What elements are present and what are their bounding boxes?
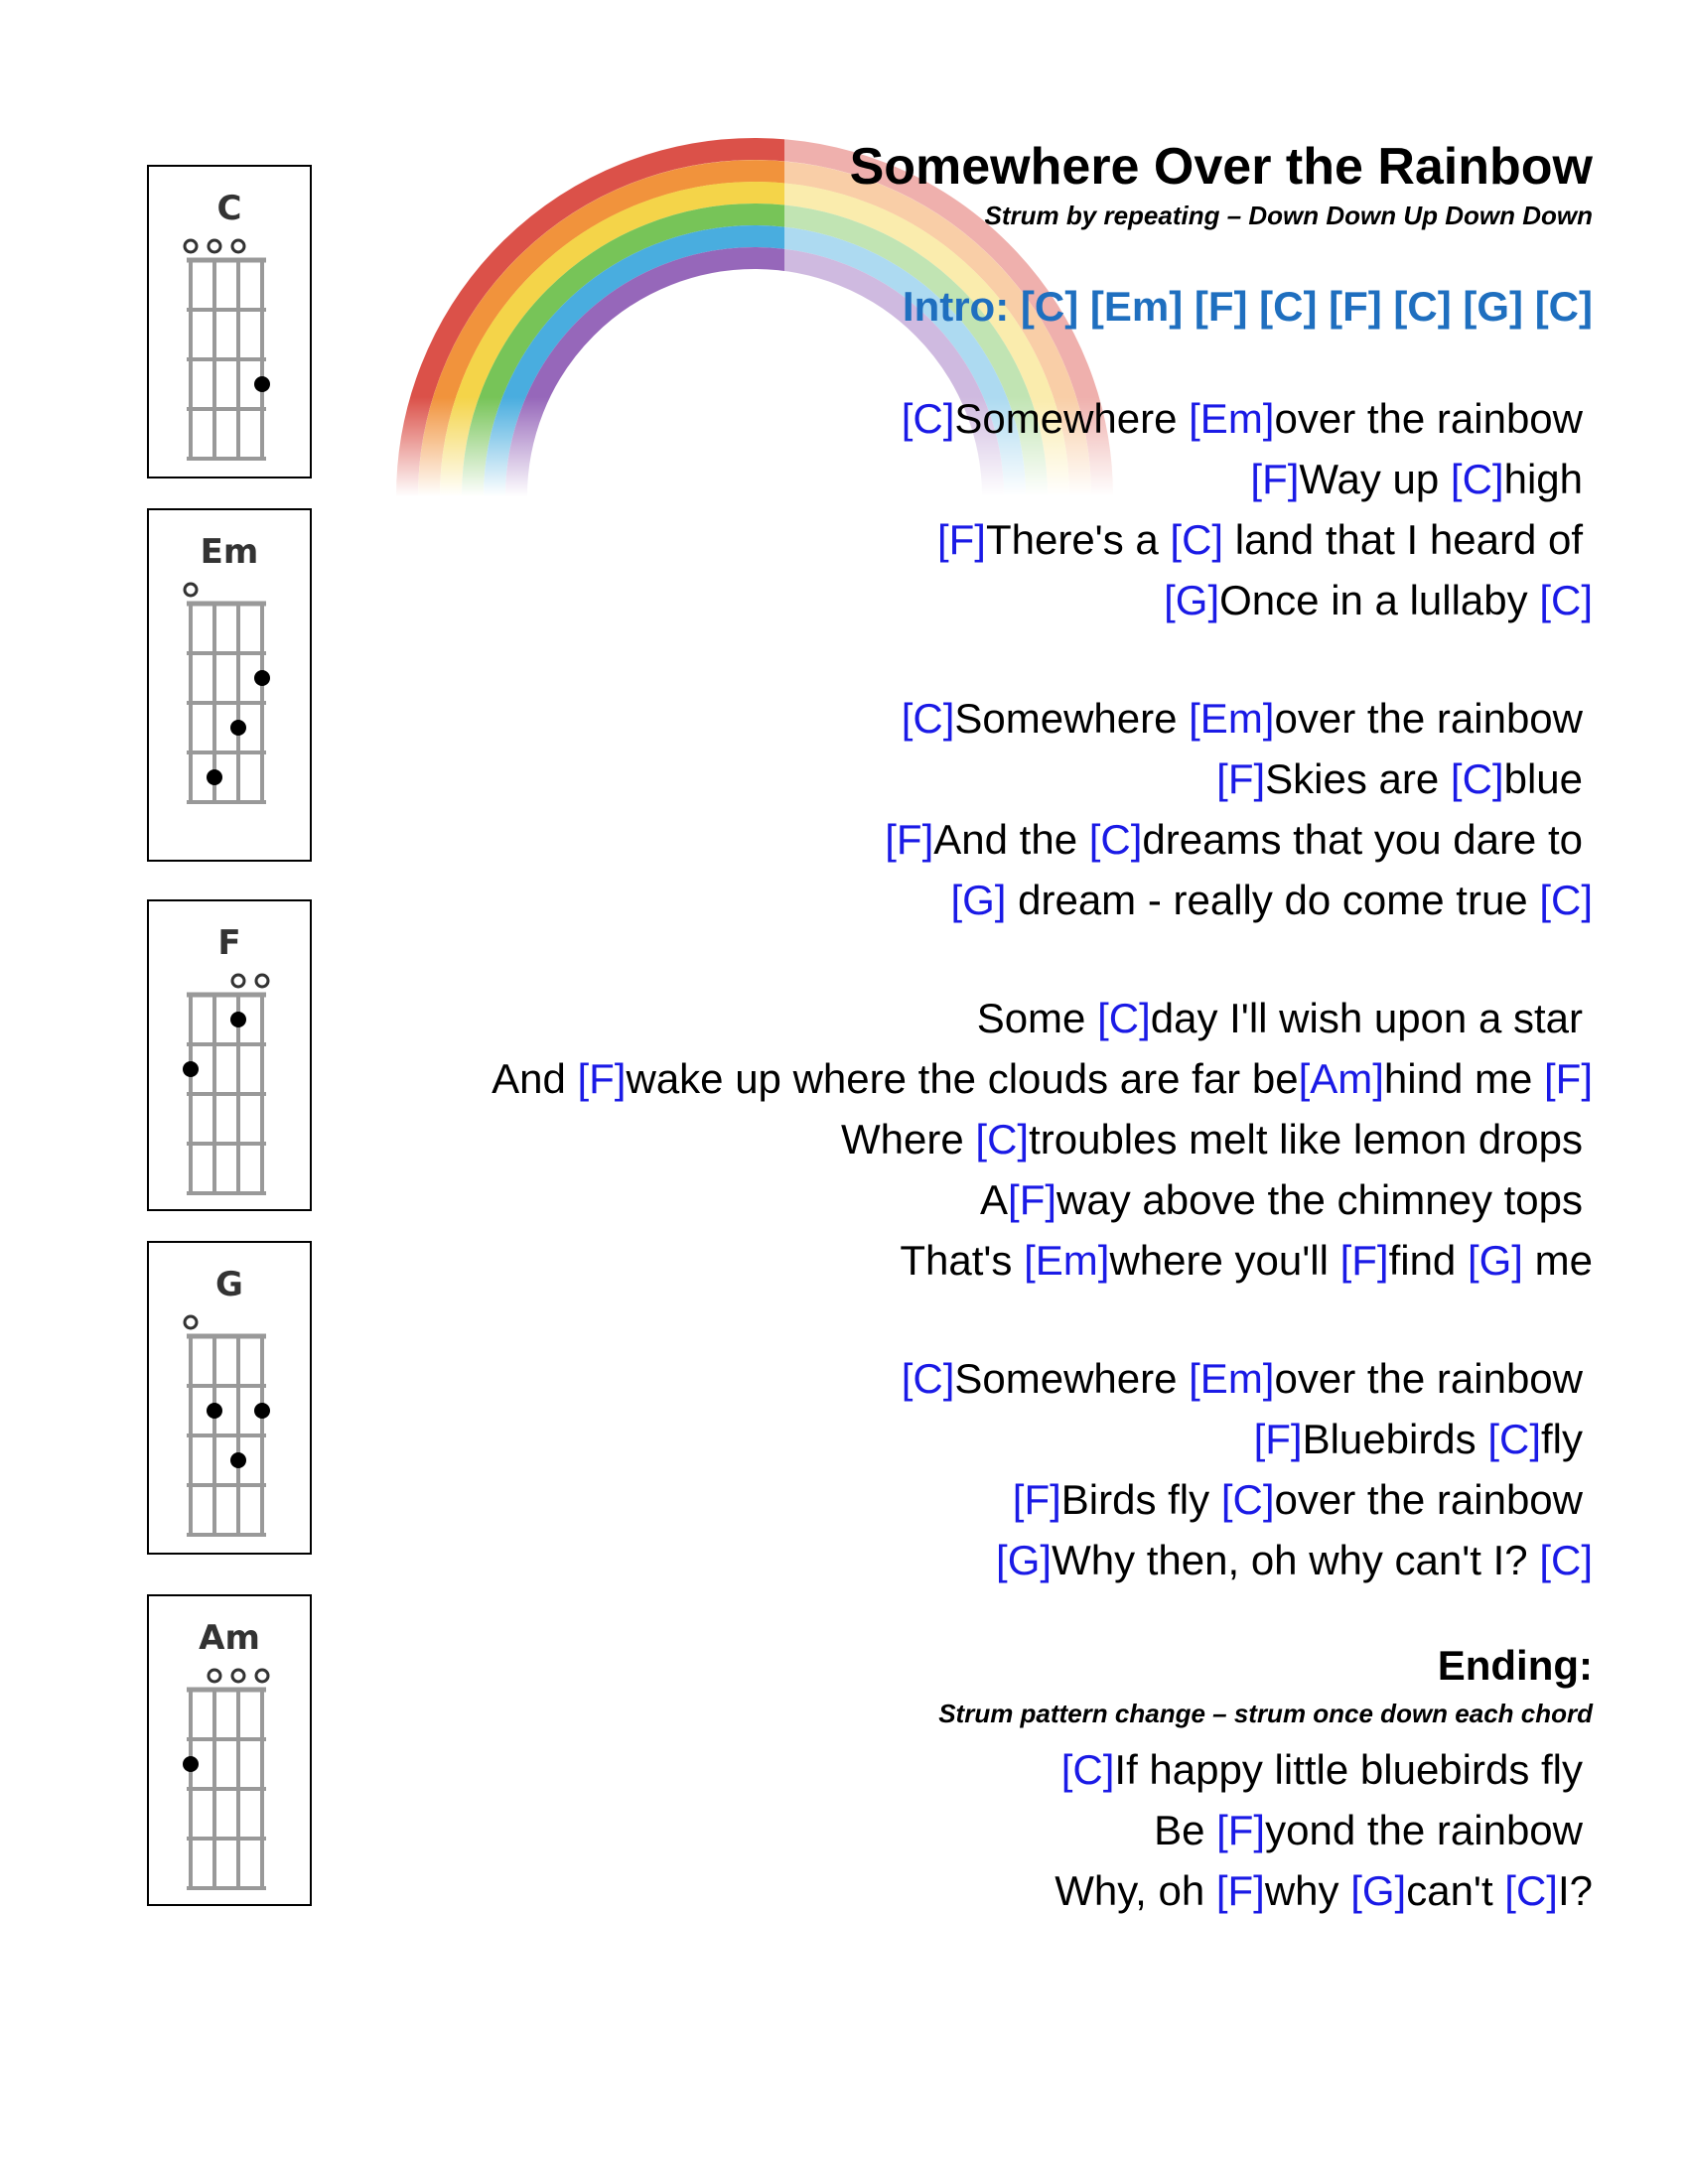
lyric-text: Somewhere	[954, 394, 1190, 442]
chord-name: G	[215, 1265, 243, 1304]
song-sheet	[302, 139, 1593, 1921]
lyric-text: troubles melt like lemon drops	[1029, 1115, 1583, 1162]
lyric-text: over the rainbow	[1274, 694, 1583, 742]
finger-dot	[230, 1012, 246, 1027]
chord-marker: [C]	[1539, 1536, 1593, 1583]
lyric-text: day I'll wish upon a star	[1150, 994, 1583, 1041]
chord-marker: [G]	[1164, 576, 1220, 623]
chord-marker: [F]	[936, 515, 986, 563]
chord-marker: [F]	[1215, 1866, 1265, 1914]
lyric-text: high	[1503, 455, 1583, 502]
lyric-text: Bluebirds	[1302, 1415, 1488, 1462]
lyric-line	[302, 988, 1593, 1048]
chord-marker: [C]	[901, 694, 955, 742]
fretboard	[149, 1596, 310, 1904]
lyric-text: And the	[933, 815, 1089, 863]
lyric-text: Some	[976, 994, 1098, 1041]
lyric-line	[302, 449, 1593, 509]
lyric-text: dreams that you dare to	[1142, 815, 1583, 863]
ending-lyrics	[302, 1739, 1593, 1921]
lyric-line	[302, 749, 1593, 809]
chord-marker: [G]	[1467, 1236, 1523, 1284]
lyric-text: can't	[1406, 1866, 1505, 1914]
lyric-text: Where	[841, 1115, 976, 1162]
chord-marker: [C]	[1450, 455, 1504, 502]
chord-marker: [F]	[1253, 1415, 1303, 1462]
lyric-line	[302, 570, 1593, 630]
chord-marker: [C]	[1088, 815, 1143, 863]
chord-marker: [C]	[1539, 576, 1593, 623]
lyric-text: land that I heard of	[1223, 515, 1583, 563]
lyric-line	[302, 1860, 1593, 1921]
chord-marker: [Em]	[1189, 1354, 1275, 1402]
lyric-text: That's	[900, 1236, 1025, 1284]
lyric-text: hind me	[1383, 1054, 1544, 1102]
chord-marker: [C]	[1097, 994, 1151, 1041]
chord-diagram-am	[147, 1594, 312, 1906]
verse	[302, 1348, 1593, 1590]
ending-heading: Ending:	[1437, 1641, 1593, 1689]
lyric-text: If happy little bluebirds fly	[1114, 1745, 1583, 1793]
chord-marker: [F]	[577, 1054, 627, 1102]
fretboard	[149, 901, 310, 1209]
chord-marker: [G]	[996, 1536, 1053, 1583]
chord-marker: [F]	[1008, 1175, 1057, 1223]
chord-marker: [Em]	[1024, 1236, 1110, 1284]
lyric-text: Why then, oh why can't I?	[1052, 1536, 1540, 1583]
lyric-text: fly	[1541, 1415, 1583, 1462]
lyric-text: A	[980, 1175, 1009, 1223]
finger-dot	[207, 1403, 222, 1419]
lyric-text: blue	[1503, 754, 1583, 802]
chord-marker: [Am]	[1298, 1054, 1384, 1102]
lyric-line	[302, 1230, 1593, 1291]
lyric-line	[302, 509, 1593, 570]
lyric-text: Skies are	[1265, 754, 1451, 802]
chord-marker: [C]	[1539, 876, 1593, 923]
lyric-line	[302, 1800, 1593, 1860]
lyric-line	[302, 1169, 1593, 1230]
open-string-marker	[256, 1670, 268, 1682]
lyric-line	[302, 1348, 1593, 1409]
lyric-text: where you'll	[1109, 1236, 1340, 1284]
chord-marker: [F]	[1544, 1054, 1593, 1102]
finger-dot	[183, 1756, 199, 1772]
intro-chords: Intro: [C] [Em] [F] [C] [F] [C] [G] [C]	[902, 282, 1593, 330]
lyric-text: Somewhere	[954, 1354, 1190, 1402]
chord-marker: [C]	[1450, 754, 1504, 802]
finger-dot	[254, 1403, 270, 1419]
lyric-text: over the rainbow	[1274, 1475, 1583, 1523]
song-title: Somewhere Over the Rainbow	[849, 138, 1593, 196]
open-string-marker	[256, 975, 268, 987]
chord-diagram-f	[147, 899, 312, 1211]
chord-marker: [C]	[1220, 1475, 1275, 1523]
chord-diagram-em	[147, 508, 312, 862]
lyric-text: Way up	[1299, 455, 1451, 502]
chord-marker: [F]	[1012, 1475, 1061, 1523]
lyric-text: yond the rainbow	[1265, 1806, 1583, 1853]
finger-dot	[230, 720, 246, 736]
chord-marker: [F]	[1216, 754, 1266, 802]
verse	[302, 988, 1593, 1291]
chord-marker: [G]	[1350, 1866, 1407, 1914]
finger-dot	[183, 1061, 199, 1077]
open-string-marker	[232, 240, 244, 252]
open-string-marker	[185, 1316, 197, 1328]
fretboard	[149, 1243, 310, 1553]
lyric-text: over the rainbow	[1274, 1354, 1583, 1402]
verse	[302, 688, 1593, 930]
lyric-text: Once in a lullaby	[1219, 576, 1540, 623]
chord-marker: [F]	[885, 815, 934, 863]
lyric-text: dream - really do come true	[1006, 876, 1540, 923]
lyric-text: why	[1264, 1866, 1351, 1914]
chord-marker: [F]	[1339, 1236, 1389, 1284]
lyric-line	[302, 870, 1593, 930]
open-string-marker	[209, 240, 220, 252]
strum-pattern: Strum by repeating – Down Down Up Down Down	[984, 201, 1593, 231]
lyric-text: me	[1522, 1236, 1593, 1284]
lyric-text: There's a	[985, 515, 1171, 563]
open-string-marker	[185, 584, 197, 596]
chord-marker: [C]	[975, 1115, 1030, 1162]
chord-marker: [C]	[1504, 1866, 1558, 1914]
open-string-marker	[185, 240, 197, 252]
verse	[302, 388, 1593, 630]
chord-marker: [Em]	[1189, 394, 1275, 442]
ending-strum-pattern: Strum pattern change – strum once down each chord	[938, 1698, 1593, 1728]
chord-marker: [C]	[901, 394, 955, 442]
lyric-text: I?	[1557, 1866, 1593, 1914]
lyric-line	[302, 809, 1593, 870]
lyric-text: Somewhere	[954, 694, 1190, 742]
lyric-line	[302, 1530, 1593, 1590]
finger-dot	[254, 376, 270, 392]
open-string-marker	[209, 1670, 220, 1682]
fretboard	[149, 510, 310, 860]
finger-dot	[207, 769, 222, 785]
lyric-text: Birds fly	[1060, 1475, 1221, 1523]
finger-dot	[254, 670, 270, 686]
chord-marker: [F]	[1250, 455, 1300, 502]
lyric-line	[302, 688, 1593, 749]
fretboard	[149, 167, 310, 477]
chord-name: Em	[200, 532, 259, 572]
chord-marker: [C]	[1060, 1745, 1115, 1793]
chord-diagram-g	[147, 1241, 312, 1555]
chord-marker: [G]	[950, 876, 1007, 923]
lyric-line	[302, 1109, 1593, 1169]
lyric-text: Why, oh	[1055, 1866, 1216, 1914]
lyric-text: wake up where the clouds are far be	[626, 1054, 1299, 1102]
lyric-text: Be	[1154, 1806, 1217, 1853]
chord-diagram-c	[147, 165, 312, 478]
chord-name: Am	[199, 1618, 260, 1658]
lyric-text: find	[1388, 1236, 1468, 1284]
chord-marker: [C]	[1487, 1415, 1541, 1462]
chord-marker: [C]	[901, 1354, 955, 1402]
lyric-line	[302, 1409, 1593, 1469]
open-string-marker	[232, 975, 244, 987]
lyric-line	[302, 1469, 1593, 1530]
chord-marker: [Em]	[1189, 694, 1275, 742]
chord-marker: [F]	[1216, 1806, 1266, 1853]
lyric-text: And	[492, 1054, 578, 1102]
lyric-line	[302, 1739, 1593, 1800]
lyric-text: over the rainbow	[1274, 394, 1583, 442]
chord-name: F	[217, 923, 241, 963]
finger-dot	[230, 1452, 246, 1468]
chord-marker: [C]	[1170, 515, 1224, 563]
lyric-line	[302, 388, 1593, 449]
lyrics	[302, 388, 1593, 1590]
open-string-marker	[232, 1670, 244, 1682]
chord-name: C	[216, 189, 242, 228]
lyric-line	[302, 1048, 1593, 1109]
lyric-text: way above the chimney tops	[1056, 1175, 1583, 1223]
